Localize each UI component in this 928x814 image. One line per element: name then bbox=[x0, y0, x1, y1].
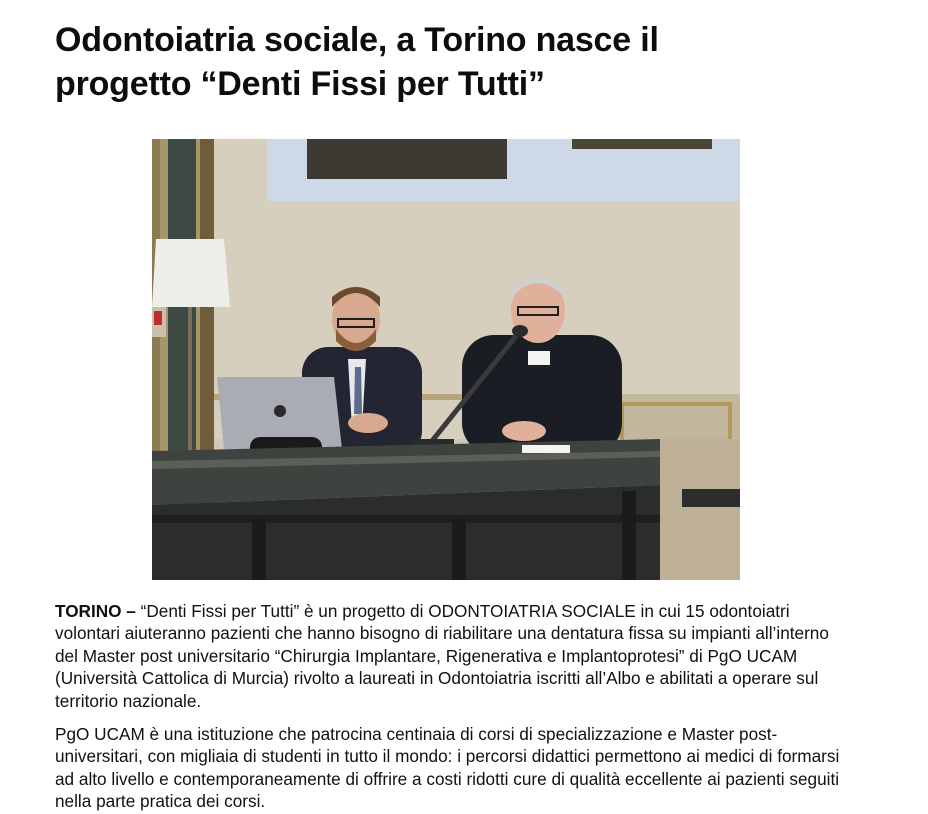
article-paragraph-1 bbox=[55, 600, 855, 712]
article-headline bbox=[55, 18, 875, 106]
press-conference-photo bbox=[152, 139, 740, 580]
dateline: TORINO – bbox=[55, 601, 136, 621]
headline-line-2: progetto “Denti Fissi per Tutti” bbox=[55, 65, 545, 103]
paragraph-1-text: “Denti Fissi per Tutti” è un progetto di ODONTOIATRIA SOCIALE in cui 15 odontoiatri volontari aiuteranno pazienti che hanno bisogno di riabilitare una dentatura fissa su impianti all’interno del Master post universitario “Chirurgia Implantare, Rigenerativa e Implantoprotesi” di PgO UCAM (Università Cattolica di Murcia) rivolto a laureati in Odontoiatria iscritti all’Albo e abilitati a operare sul territorio nazionale. bbox=[55, 601, 829, 711]
article-body bbox=[55, 600, 855, 814]
article-paragraph-2: PgO UCAM è una istituzione che patrocina centinaia di corsi di specializzazione e Master post-universitari, con migliaia di studenti in tutto il mondo: i percorsi didattici permettono ai medici di formarsi ad alto livello e contemporaneamente di offrire a costi ridotti cure di qualità eccellente ai pazienti seguiti nella parte pratica dei corsi. bbox=[55, 724, 840, 812]
article-photo bbox=[152, 139, 740, 580]
headline-line-1: Odontoiatria sociale, a Torino nasce il bbox=[55, 21, 659, 59]
